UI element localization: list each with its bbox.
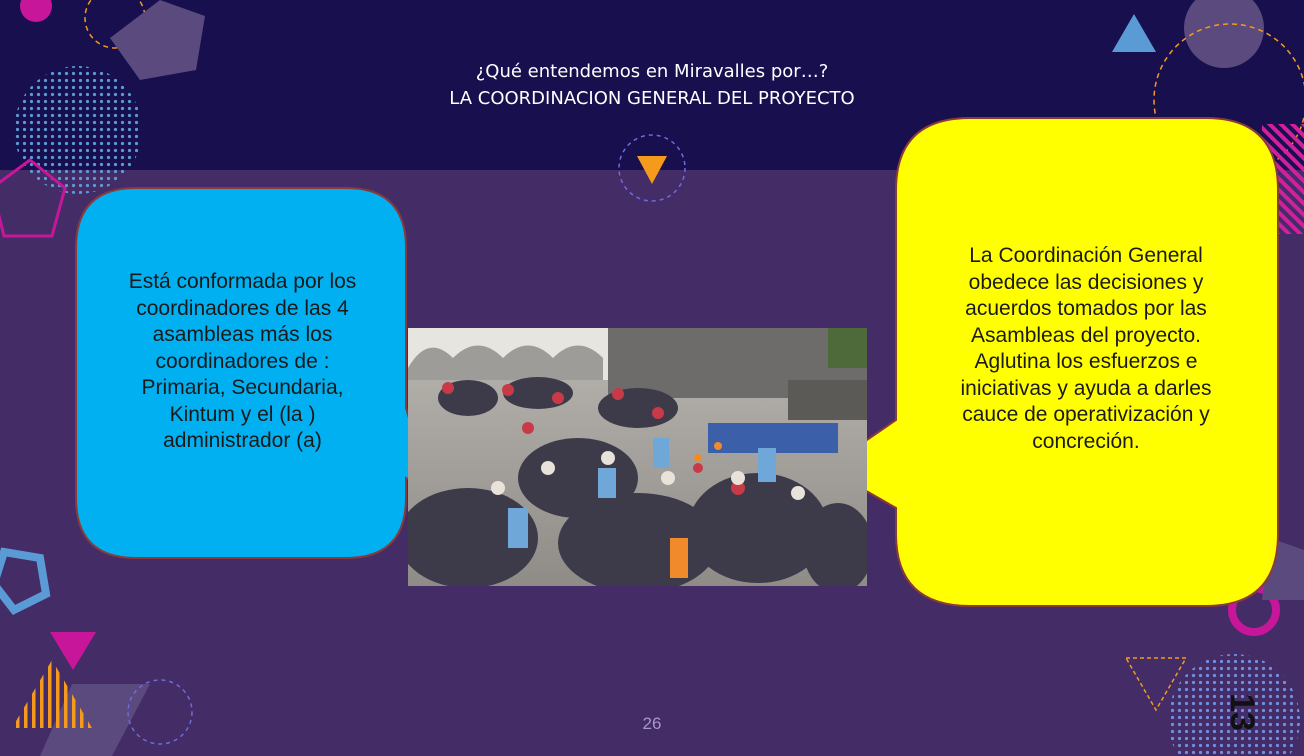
text-line: iniciativas y ayuda a darles	[960, 376, 1212, 400]
text-line: Kintum y el (la )	[169, 402, 316, 426]
orange-triangle-icon	[637, 156, 667, 184]
title-line-1: ¿Qué entendemos en Miravalles por…?	[475, 61, 829, 82]
text-line: Asambleas del proyecto.	[971, 323, 1201, 347]
title-line-2: LA COORDINACION GENERAL DEL PROYECTO	[449, 88, 855, 109]
dotted-circle-icon	[14, 66, 142, 194]
left-bubble-text	[90, 269, 395, 455]
text-line: acuerdos tomados por las	[965, 297, 1207, 320]
pentagon-icon	[110, 0, 205, 80]
text-line: cauce de operativización y	[962, 403, 1210, 426]
text-line: obedece las decisiones y	[968, 270, 1204, 294]
slide-title	[352, 58, 952, 112]
text-line: coordinadores de las 4	[136, 296, 349, 320]
magenta-dot-icon	[20, 0, 52, 22]
text-line: concreción.	[1032, 429, 1140, 453]
photo-image	[408, 328, 867, 586]
text-line: Primaria, Secundaria,	[141, 376, 344, 399]
page-number: 26	[642, 714, 662, 733]
triangle-icon	[1112, 14, 1156, 52]
slide-number: 13	[1223, 693, 1261, 731]
pentagon-outline-icon	[0, 552, 46, 610]
text-line: administrador (a)	[163, 429, 322, 452]
text-line: La Coordinación General	[969, 244, 1203, 267]
text-line: Aglutina los esfuerzos e	[974, 350, 1198, 373]
right-bubble-text	[918, 243, 1254, 455]
text-line: asambleas más los	[152, 323, 333, 346]
text-line: coordinadores de :	[155, 349, 330, 373]
text-line: Está conformada por los	[128, 270, 357, 293]
